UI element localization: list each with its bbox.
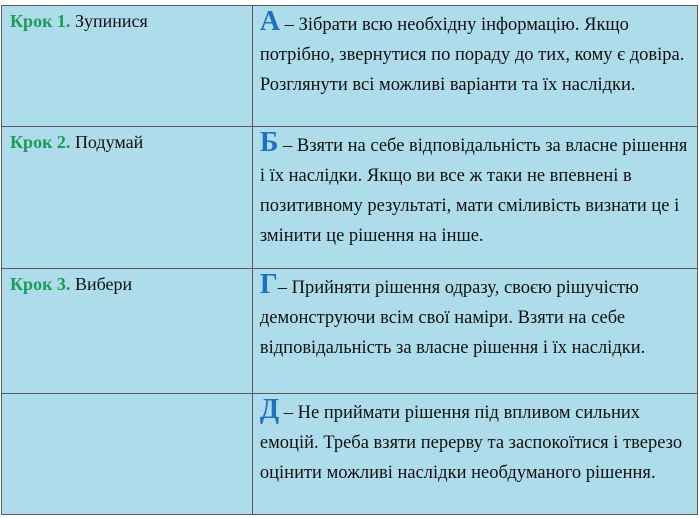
step-cell	[2, 394, 253, 515]
table-row	[2, 127, 698, 269]
option-letter: А	[259, 6, 281, 37]
step-cell	[2, 127, 253, 269]
table-row	[2, 6, 698, 127]
option-letter: Б	[259, 127, 279, 158]
option-cell	[252, 394, 697, 515]
option-text: – Прийняти рішення одразу, своєю рішучістю демонструючи всім свої наміри. Взяти на себе відповідальність за власне рішення і їх наслідки.	[259, 278, 646, 358]
step-text: Подумай	[70, 132, 144, 152]
step-text: Вибери	[70, 274, 133, 294]
option-letter: Г	[259, 269, 278, 300]
step-cell	[2, 6, 253, 127]
step-cell	[2, 269, 253, 394]
step-label: Крок 3.	[10, 274, 71, 294]
option-letter: Д	[259, 394, 280, 425]
option-cell	[252, 127, 697, 269]
option-cell	[252, 269, 697, 394]
table-row	[2, 394, 698, 515]
steps-table	[1, 5, 698, 515]
step-label: Крок 1.	[10, 11, 71, 31]
step-label: Крок 2.	[10, 132, 71, 152]
option-text: – Не приймати рішення під впливом сильних емоцій. Треба взяти перерву та заспокоїтися і тверезо оцінити можливі наслідки необдуманого рішення.	[259, 403, 683, 483]
table-row	[2, 269, 698, 394]
option-cell	[252, 6, 697, 127]
option-text: – Зібрати всю необхідну інформацію. Якщо потрібно, звернутися по пораду до тих, кому є довіра. Розглянути всі можливі варіанти та їх наслідки.	[259, 15, 685, 95]
step-text: Зупинися	[70, 11, 148, 31]
option-text: – Взяти на себе відповідальність за власне рішення і їх наслідки. Якщо ви все ж таки не впевнені в позитивному результаті, мати сміливість визнати це і змінити це рішення на інше.	[259, 136, 688, 246]
